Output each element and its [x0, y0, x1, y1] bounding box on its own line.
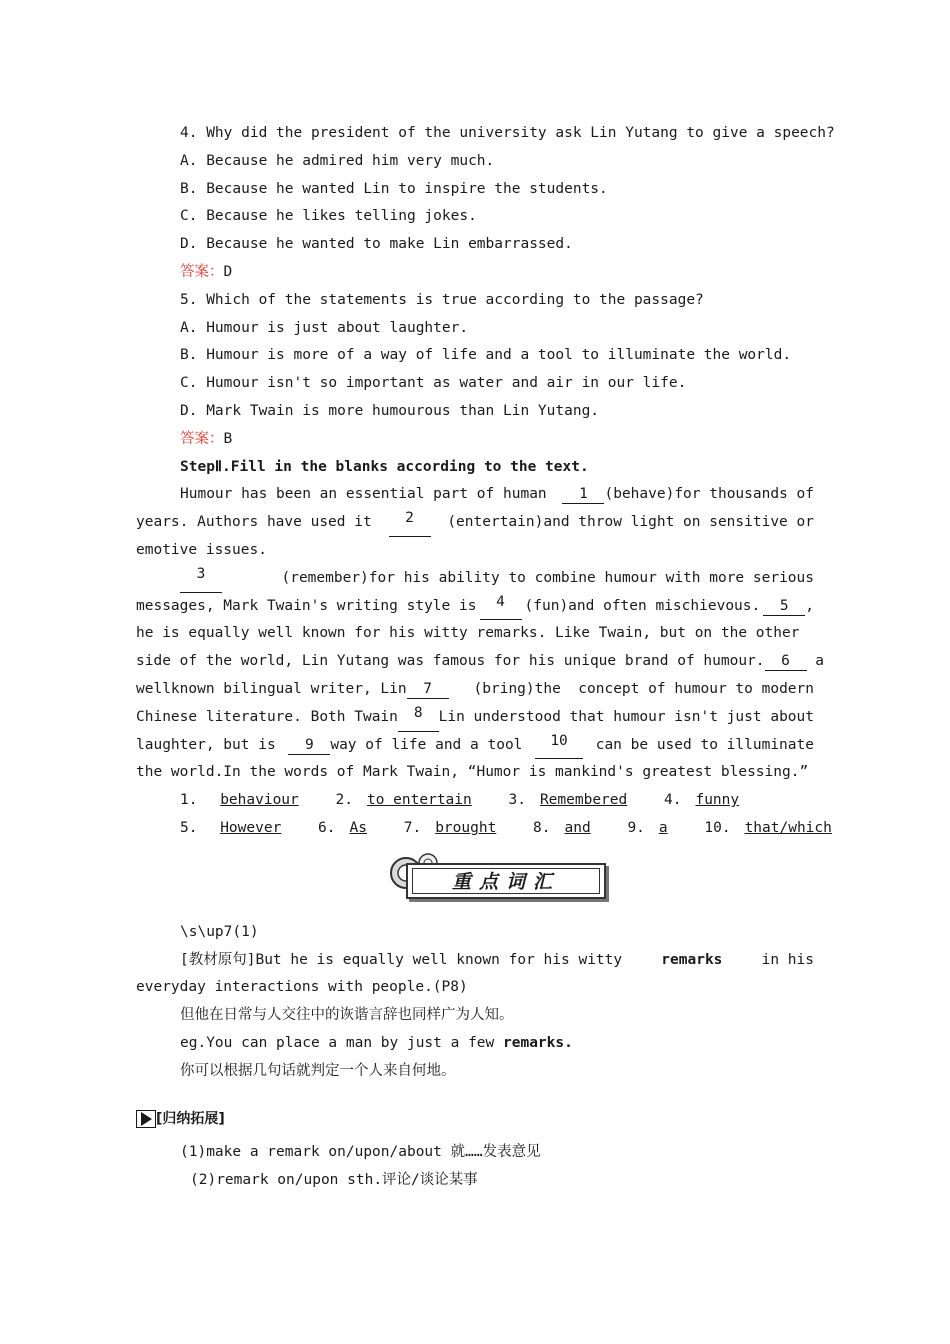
question-5: 5. Which of the statements is true according to the passage?: [180, 291, 704, 308]
vocab-source-line2: everyday interactions with people.(P8): [136, 979, 468, 996]
blank-9: 9: [288, 736, 330, 755]
answer-label: 答案：: [180, 263, 224, 280]
banner-title: 重点词汇: [412, 868, 600, 894]
passage-p2-line5: wellknown bilingual writer, Lin 7 (bring)the concept of humour to modern: [136, 680, 814, 697]
q5-option-a: A. Humour is just about laughter.: [180, 319, 469, 336]
q5-option-c: C. Humour isn't so important as water and air in our life.: [180, 375, 687, 392]
passage-p1-line2: years. Authors have used it 2 (entertain)and throw light on sensitive or: [136, 509, 814, 537]
q4-option-d: D. Because he wanted to make Lin embarrassed.: [180, 236, 573, 253]
answer-value: D: [223, 263, 233, 280]
passage-p2-line2: messages, Mark Twain's writing style is 4 (fun)and often mischievous. 5 ,: [136, 593, 814, 621]
answer-value: B: [223, 430, 233, 447]
section-banner: [136, 849, 814, 915]
expand-header: [136, 1106, 814, 1134]
answers-row-1: 1. behaviour 2. to entertain 3. Remembered 4. funny: [180, 792, 740, 809]
answer-word: a: [658, 819, 668, 836]
answer-word: behaviour: [220, 792, 299, 809]
answer-word: funny: [695, 792, 740, 809]
passage-p2-line4: side of the world, Lin Yutang was famous for his unique brand of humour. 6 a: [136, 653, 825, 670]
keyword-remarks: remarks.: [503, 1034, 573, 1051]
answer-word: that/which: [744, 819, 832, 836]
blank-1: 1: [562, 485, 604, 504]
passage-p2-line7: laughter, but is 9 way of life and a tool 10 can be used to illuminate: [136, 732, 814, 760]
q5-answer: [136, 426, 814, 454]
answer-word: to entertain: [366, 792, 472, 809]
q4-option-b: B. Because he wanted Lin to inspire the students.: [180, 180, 608, 197]
vocab-code: \s\up7(1): [180, 923, 259, 940]
blank-10: 10: [535, 732, 583, 760]
q4-option-a: A. Because he admired him very much.: [180, 152, 495, 169]
vocab-example: eg.You can place a man by just a few remarks.: [180, 1034, 573, 1051]
answers-row-2: 5. However 6. As 7. brought 8. and 9. a 10. that/which: [180, 819, 832, 836]
answer-word: However: [220, 819, 282, 836]
blank-5: 5: [763, 597, 805, 616]
play-triangle-icon: [136, 1110, 156, 1128]
blank-3: 3: [180, 565, 222, 593]
q5-option-b: B. Humour is more of a way of life and a tool to illuminate the world.: [180, 347, 792, 364]
passage-p2-line8: the world.In the words of Mark Twain, “Humor is mankind's greatest blessing.”: [136, 764, 809, 781]
blank-7: 7: [407, 680, 449, 699]
vocab-translation: 但他在日常与人交往中的诙谐言辞也同样广为人知。: [180, 1007, 514, 1024]
blank-2: 2: [389, 509, 431, 537]
passage-p1-line1: Humour has been an essential part of human 1 (behave)for thousands of: [180, 486, 814, 503]
q5-option-d: D. Mark Twain is more humourous than Lin Yutang.: [180, 402, 600, 419]
question-4: 4. Why did the president of the university ask Lin Yutang to give a speech?: [180, 125, 835, 141]
blank-4: 4: [480, 593, 522, 621]
answer-word: and: [564, 819, 591, 836]
expand-item-2: (2)remark on/upon sth.评论/谈论某事: [190, 1172, 478, 1189]
q4-option-c: C. Because he likes telling jokes.: [180, 208, 477, 225]
passage-p2-line3: he is equally well known for his witty remarks. Like Twain, but on the other: [136, 625, 800, 642]
blank-8: 8: [398, 704, 439, 732]
passage-p2-line1: 3 (remember)for his ability to combine humour with more serious: [136, 565, 814, 593]
document-page: [136, 120, 835, 1195]
vocab-source-line1: [教材原句]But he is equally well known for his witty remarks in his: [136, 947, 814, 975]
answer-word: Remembered: [539, 792, 628, 809]
banner-box: [406, 863, 606, 899]
answer-word: brought: [435, 819, 497, 836]
q4-answer: [136, 259, 814, 287]
answer-label: 答案：: [180, 430, 224, 447]
step2-title: StepⅡ.Fill in the blanks according to the text.: [180, 458, 589, 475]
passage-p1-line3: emotive issues.: [136, 541, 267, 558]
expand-item-1: (1)make a remark on/upon/about 就……发表意见: [180, 1144, 541, 1161]
keyword-remarks: remarks: [661, 951, 723, 968]
vocab-example-translation: 你可以根据几句话就判定一个人来自何地。: [180, 1062, 456, 1079]
answer-word: As: [349, 819, 367, 836]
expand-title: [归纳拓展]: [156, 1110, 225, 1127]
blank-6: 6: [765, 652, 807, 671]
passage-p2-line6: Chinese literature. Both Twain 8 Lin understood that humour isn't just about: [136, 704, 814, 732]
